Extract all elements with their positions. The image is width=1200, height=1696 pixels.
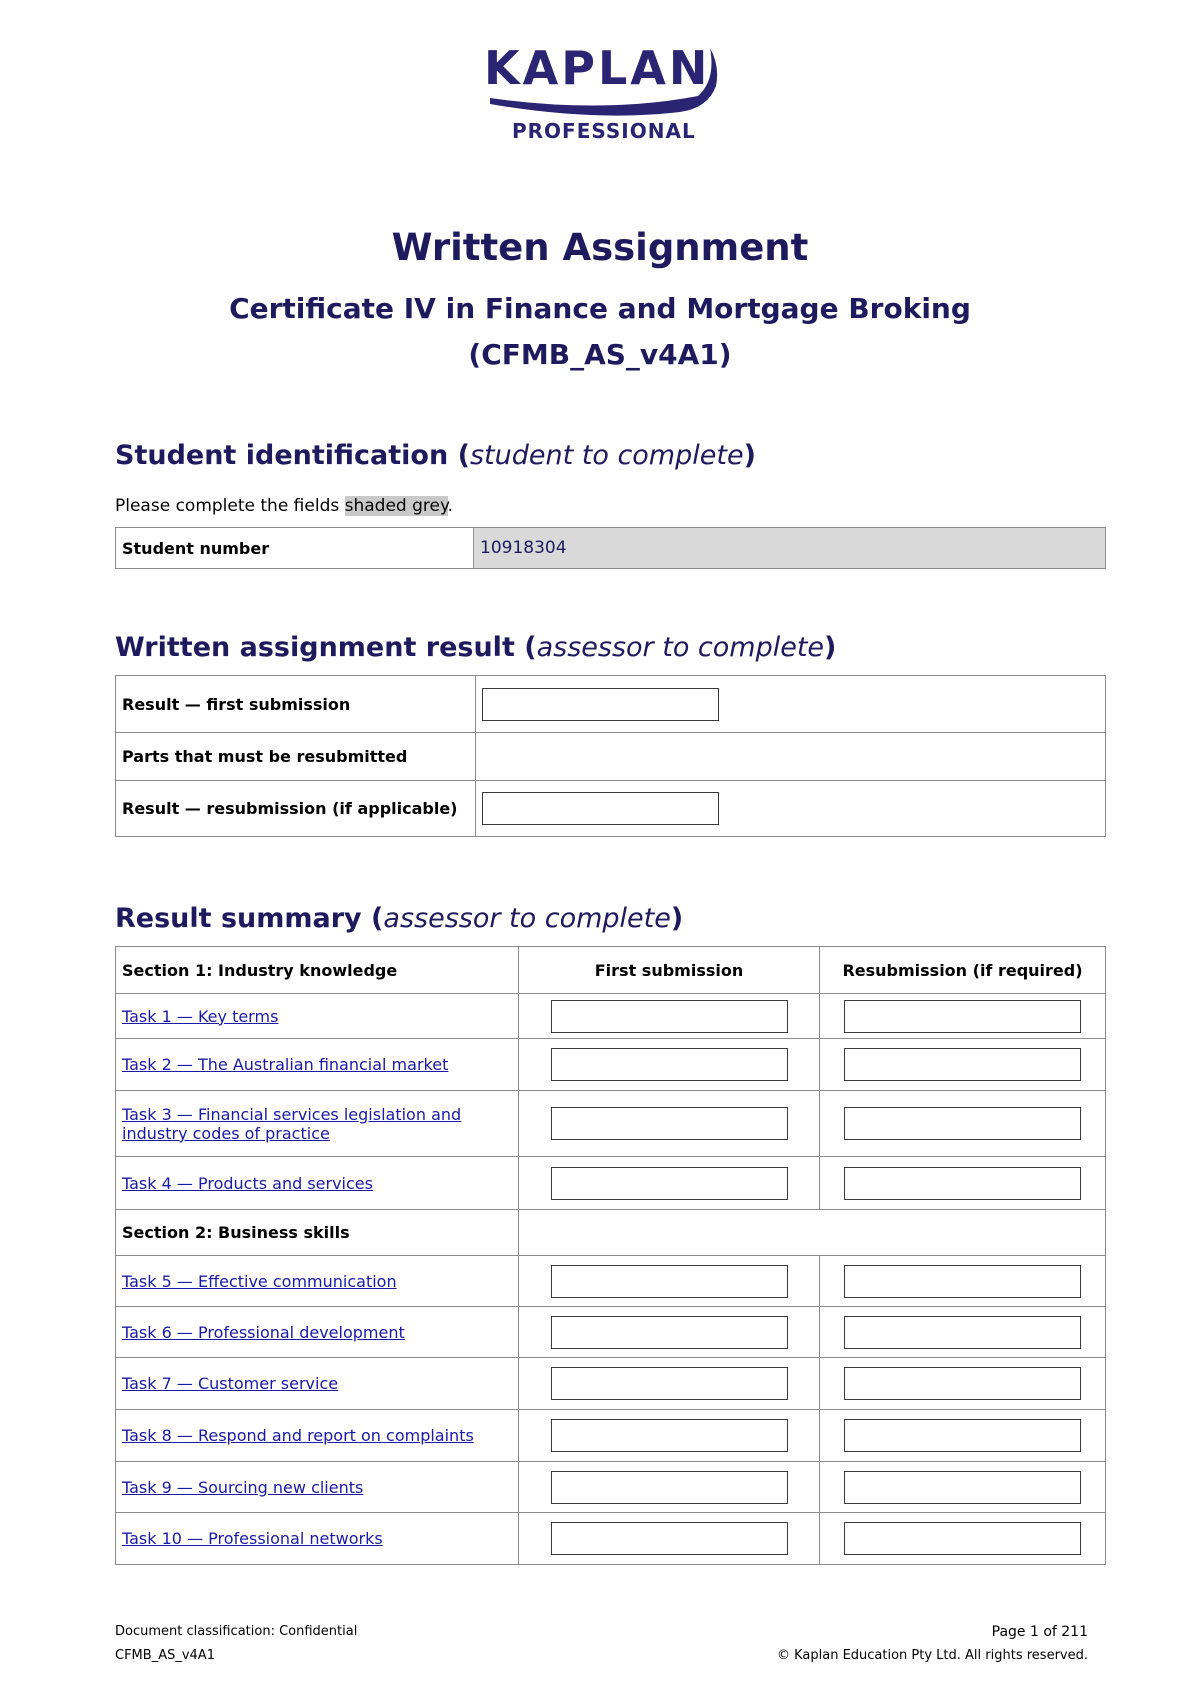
task-6-link[interactable]: Task 6 — Professional development <box>122 1322 405 1342</box>
task-10-first-input[interactable] <box>551 1522 788 1555</box>
result-summary-heading: Result summary (assessor to complete) <box>115 903 684 934</box>
section-2-header: Section 2: Business skills <box>116 1210 519 1256</box>
resubmit-parts-field[interactable] <box>476 733 1106 781</box>
first-submission-header: First submission <box>519 947 820 994</box>
document-code: (CFMB_AS_v4A1) <box>468 338 732 371</box>
table-row <box>116 1307 1106 1358</box>
task-3-first-input[interactable] <box>551 1107 788 1140</box>
task-1-link[interactable]: Task 1 — Key terms <box>122 1006 279 1026</box>
result-first-input[interactable] <box>482 688 719 721</box>
table-row <box>116 1513 1106 1565</box>
task-4-first-input[interactable] <box>551 1167 788 1200</box>
task-5-link[interactable]: Task 5 — Effective communication <box>122 1271 397 1291</box>
logo-sub-text: PROFESSIONAL <box>512 119 696 143</box>
task-1-first-input[interactable] <box>551 1000 788 1033</box>
student-identification-heading: Student identification (student to complete) <box>115 440 756 471</box>
section-1-header: Section 1: Industry knowledge <box>116 947 519 994</box>
table-row <box>116 1462 1106 1513</box>
table-row <box>116 1256 1106 1307</box>
footer-page-number: Page 1 of 211 <box>991 1624 1088 1640</box>
task-6-first-input[interactable] <box>551 1316 788 1349</box>
task-6-resub-input[interactable] <box>844 1316 1081 1349</box>
resubmit-parts-label: Parts that must be resubmitted <box>116 733 476 781</box>
task-5-first-input[interactable] <box>551 1265 788 1298</box>
assignment-result-table <box>115 675 1106 837</box>
kaplan-professional-logo <box>484 24 724 148</box>
footer-classification: Document classification: Confidential <box>115 1624 358 1639</box>
task-7-first-input[interactable] <box>551 1367 788 1400</box>
student-id-table <box>115 527 1106 569</box>
task-9-link[interactable]: Task 9 — Sourcing new clients <box>122 1477 364 1497</box>
logo-brand-text: KAPLAN <box>484 41 711 95</box>
task-7-link[interactable]: Task 7 — Customer service <box>122 1374 339 1393</box>
task-3-resub-input[interactable] <box>844 1107 1081 1140</box>
result-summary-table <box>115 946 1106 1565</box>
task-5-resub-input[interactable] <box>844 1265 1081 1298</box>
table-row <box>116 1039 1106 1091</box>
result-resubmission-input[interactable] <box>482 792 719 825</box>
task-2-first-input[interactable] <box>551 1048 788 1081</box>
result-resubmission-label: Result — resubmission (if applicable) <box>116 781 476 837</box>
task-1-resub-input[interactable] <box>844 1000 1081 1033</box>
table-row <box>116 994 1106 1039</box>
student-number-field[interactable]: 10918304 <box>474 528 1106 569</box>
task-9-first-input[interactable] <box>551 1471 788 1504</box>
task-3-link[interactable]: Task 3 — Financial services legislation and industry codes of practice <box>122 1104 462 1143</box>
task-7-resub-input[interactable] <box>844 1367 1081 1400</box>
task-8-first-input[interactable] <box>551 1419 788 1452</box>
shading-instruction: Please complete the fields shaded grey. <box>115 496 454 516</box>
document-subtitle: Certificate IV in Finance and Mortgage Broking <box>229 292 971 325</box>
table-row <box>116 1410 1106 1462</box>
task-4-resub-input[interactable] <box>844 1167 1081 1200</box>
footer-copyright: © Kaplan Education Pty Ltd. All rights reserved. <box>776 1648 1088 1663</box>
result-first-label: Result — first submission <box>116 676 476 733</box>
task-4-link[interactable]: Task 4 — Products and services <box>122 1173 373 1193</box>
task-8-resub-input[interactable] <box>844 1419 1081 1452</box>
task-2-resub-input[interactable] <box>844 1048 1081 1081</box>
student-number-label: Student number <box>116 528 474 569</box>
task-9-resub-input[interactable] <box>844 1471 1081 1504</box>
shaded-grey-sample: shaded grey <box>344 496 448 516</box>
task-8-link[interactable]: Task 8 — Respond and report on complaints <box>122 1426 474 1445</box>
table-row <box>116 1358 1106 1410</box>
task-10-resub-input[interactable] <box>844 1522 1081 1555</box>
table-row <box>116 1091 1106 1157</box>
task-10-link[interactable]: Task 10 — Professional networks <box>122 1529 383 1548</box>
assignment-result-heading: Written assignment result (assessor to complete) <box>115 632 837 663</box>
table-row <box>116 1157 1106 1210</box>
task-2-link[interactable]: Task 2 — The Australian financial market <box>122 1055 449 1074</box>
section-2-spacer <box>519 1210 1106 1256</box>
document-title: Written Assignment <box>391 226 809 269</box>
resubmission-header: Resubmission (if required) <box>820 947 1106 994</box>
footer-doc-code: CFMB_AS_v4A1 <box>115 1648 215 1663</box>
